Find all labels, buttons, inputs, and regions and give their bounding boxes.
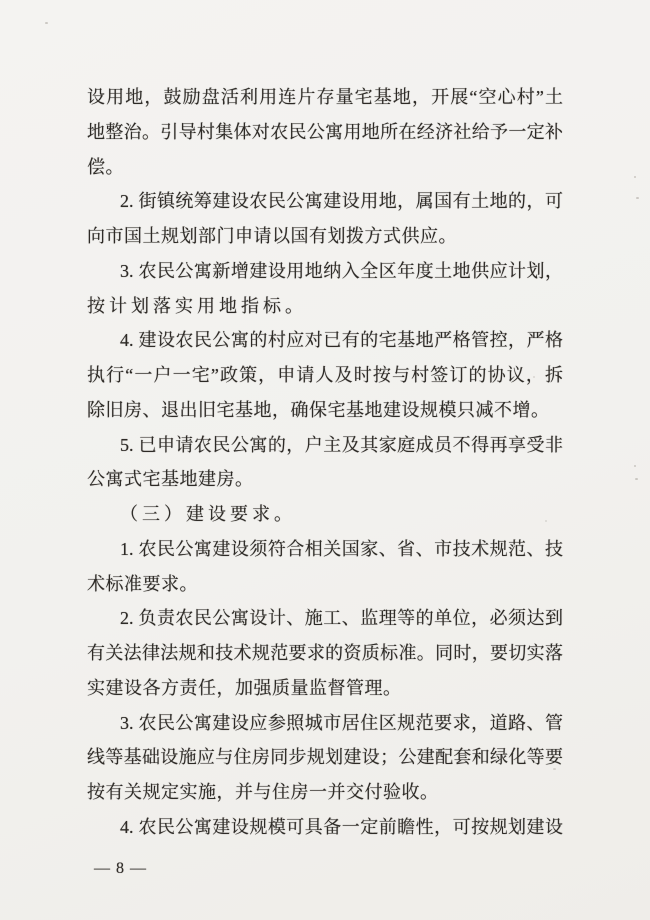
text-line para-item-4-land: 4. 建设农民公寓的村应对已有的宅基地严格管控，严格 <box>120 330 563 351</box>
page-number: — 8 — <box>94 860 147 877</box>
text-line para-req-3: 3. 农民公寓建设应参照城市居住区规范要求，道路、管 <box>120 712 563 733</box>
text-line para-item-3-land: 按计划落实用地指标。 <box>87 295 307 316</box>
document-body <box>87 80 563 845</box>
text-line para-req-4-continues-next-page: 4. 农民公寓建设规模可具备一定前瞻性，可按规划建设 <box>120 816 563 837</box>
text-line para-item-4-land: 执行“一户一宅”政策，申请人及时按与村签订的协议，拆 <box>87 365 563 385</box>
text-line para-req-1: 1. 农民公寓建设须符合相关国家、省、市技术规范、技 <box>120 538 563 559</box>
text-line para-item-5-land: 公寓式宅基地建房。 <box>87 469 254 490</box>
scan-speck <box>634 465 636 467</box>
text-line para-item-4-land: 除旧房、退出旧宅基地，确保宅基地建设规模只减不增。 <box>87 399 550 420</box>
text-line para-continued-from-previous-page: 设用地，鼓励盘活利用连片存量宅基地，开展“空心村”土 <box>87 87 563 107</box>
text-line para-item-2-land: 2. 街镇统筹建设农民公寓建设用地，属国有土地的，可 <box>120 191 563 212</box>
text-line para-req-3: 线等基础设施应与住房同步规划建设；公建配套和绿化等要 <box>87 747 563 768</box>
scan-speck <box>553 768 556 770</box>
text-line para-continued-from-previous-page: 地整治。引导村集体对农民公寓用地所在经济社给予一定补 <box>87 121 563 142</box>
scan-speck <box>636 197 639 199</box>
text-line para-item-5-land: 5. 已申请农民公寓的，户主及其家庭成员不得再享受非 <box>120 434 563 455</box>
scan-speck <box>533 376 535 378</box>
scan-speck <box>45 22 48 24</box>
text-line para-item-3-land: 3. 农民公寓新增建设用地纳入全区年度土地供应计划， <box>120 260 563 281</box>
text-line para-req-1: 术标准要求。 <box>87 573 198 594</box>
text-line para-item-2-land: 向市国土规划部门申请以国有划拨方式供应。 <box>87 226 457 246</box>
text-line para-req-3: 按有关规定实施，并与住房一并交付验收。 <box>87 782 439 802</box>
scan-speck <box>635 478 638 480</box>
scan-speck <box>634 176 636 178</box>
text-line para-req-2: 2. 负责农民公寓设计、施工、监理等的单位，必须达到 <box>120 608 563 629</box>
text-line heading-section-3-construction-requirements: （三）建设要求。 <box>120 504 296 524</box>
text-line para-req-2: 实建设各方责任，加强质量监督管理。 <box>87 677 402 698</box>
text-line para-continued-from-previous-page: 偿。 <box>87 156 124 177</box>
text-line para-req-2: 有关法律法规和技术规范要求的资质标准。同时，要切实落 <box>87 643 563 663</box>
scan-speck <box>545 520 547 522</box>
